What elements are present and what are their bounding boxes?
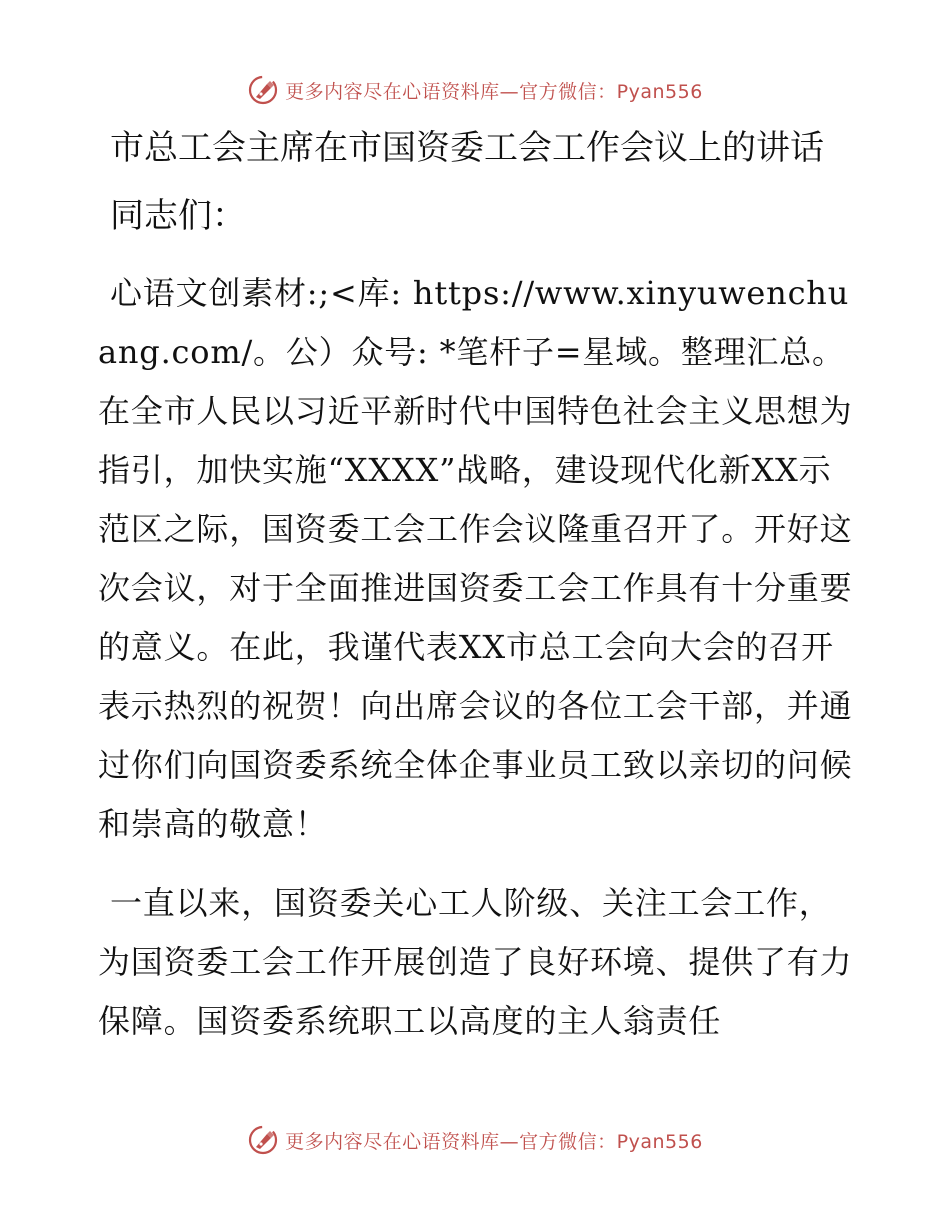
salutation: 同志们： [110, 196, 246, 236]
paragraph-1: 心语文创素材:;<库: https://www.xinyuwenchuang.com/。公）众号: *笔杆子=星域。整理汇总。在全市人民以习近平新时代中国特色社会主义思想为指引，加快实施“XXXX”战略，建设现代化新XX示范区之际，国资委工会工作会议隆重召开了。开好这次会议，对于全面推进国资委工会工作具有十分重要的意义。在此，我谨代表XX市总工会向大会的召开表示热烈的祝贺！向出席会议的各位工会干部，并通过你们向国资委系统全体企事业员工致以亲切的问候和崇高的敬意！ [98, 274, 853, 843]
header-watermark-banner [0, 70, 950, 110]
footer-watermark-banner [0, 1120, 950, 1160]
pen-nib-logo-icon [247, 1124, 279, 1156]
pen-nib-logo-icon [247, 74, 279, 106]
watermark-text: 更多内容尽在心语资料库—官方微信：Pyan556 [285, 1130, 703, 1153]
document-title: 市总工会主席在市国资委工会工作会议上的讲话 [110, 128, 824, 168]
watermark-text: 更多内容尽在心语资料库—官方微信：Pyan556 [285, 80, 703, 103]
paragraph-2: 一直以来，国资委关心工人阶级、关注工会工作，为国资委工会工作开展创造了良好环境、提供了有力保障。国资委系统职工以高度的主人翁责任 [98, 884, 853, 1040]
document-body [98, 120, 858, 1051]
